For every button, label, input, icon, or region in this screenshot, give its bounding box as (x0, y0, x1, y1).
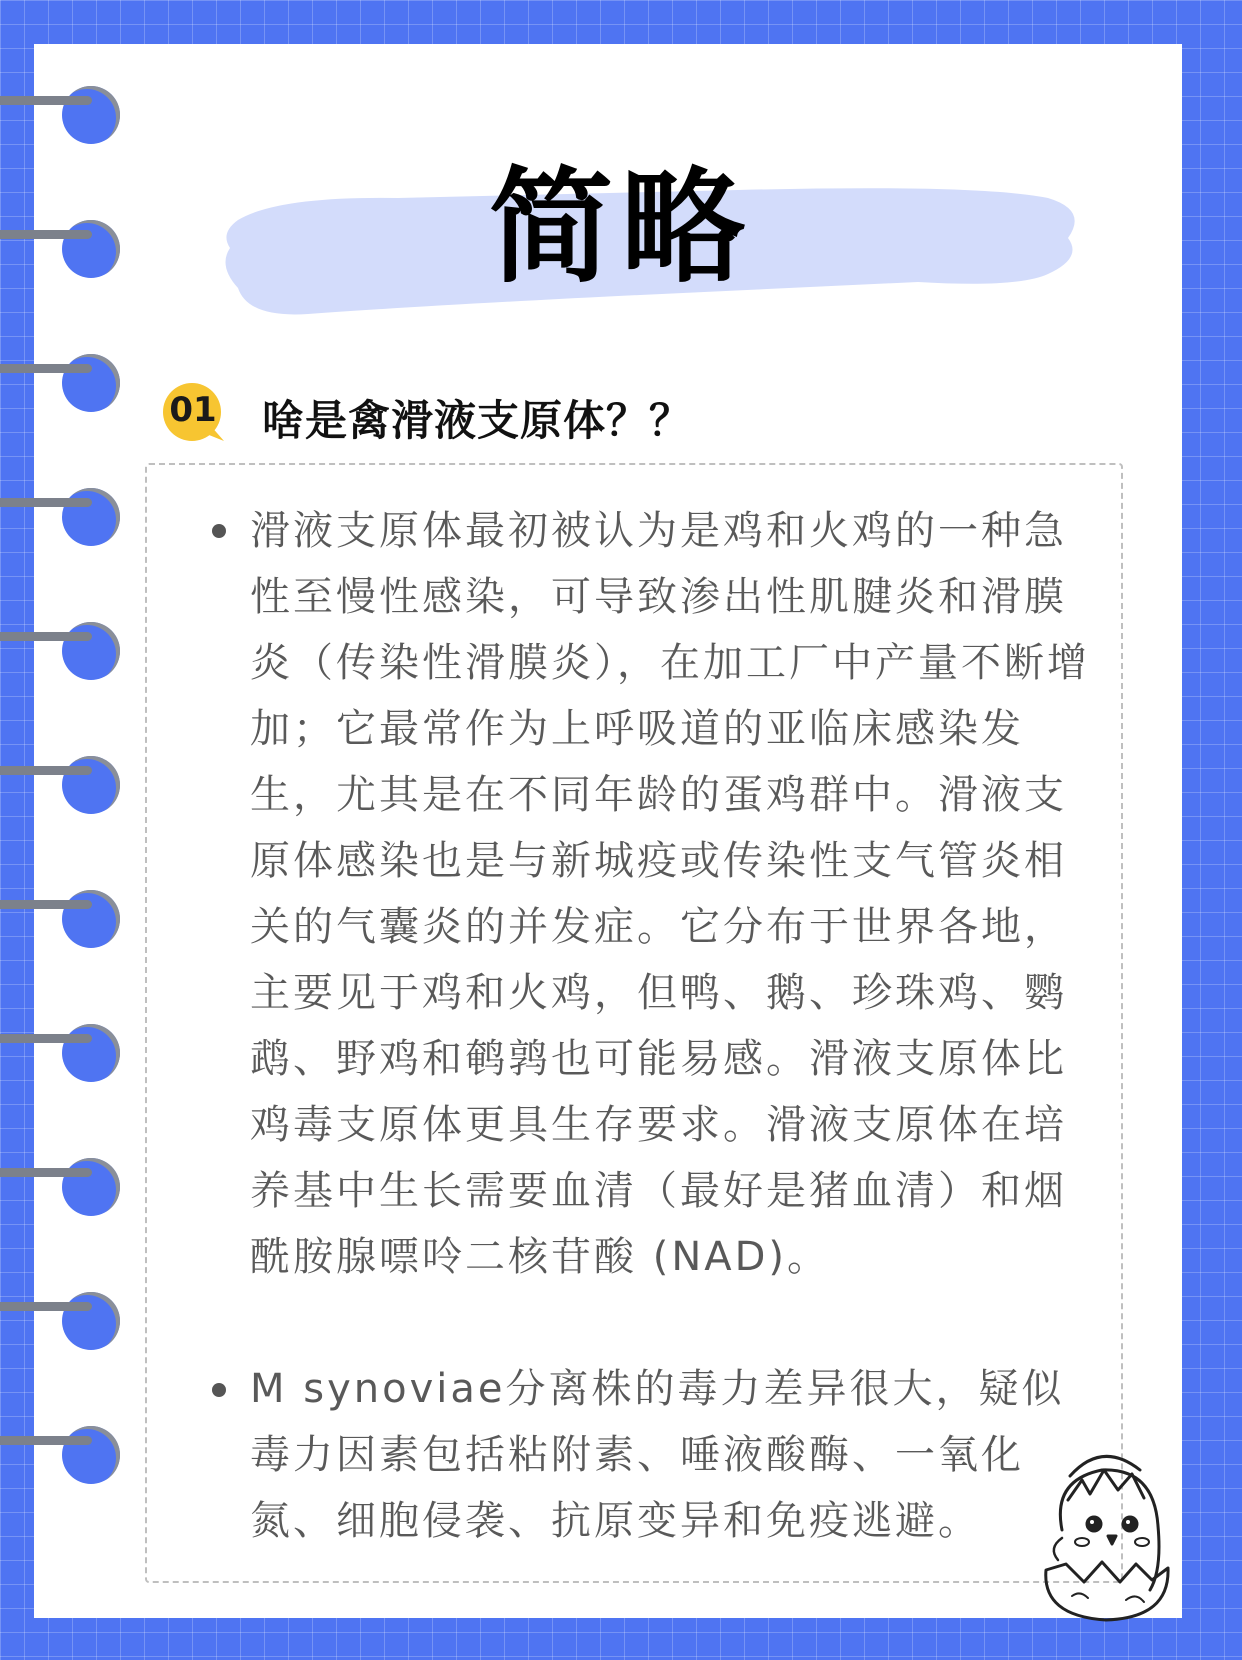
bullet-dot (212, 524, 226, 538)
spiral-ring-icon (0, 354, 120, 414)
spiral-ring-icon (0, 756, 120, 816)
spiral-ring-icon (0, 890, 120, 950)
hatching-egg-chick-icon (1032, 1440, 1182, 1626)
spiral-ring-icon (0, 1292, 120, 1352)
bullet-dot (212, 1383, 226, 1397)
section-number: 01 (169, 390, 217, 430)
bullet-paragraph-1: 滑液支原体最初被认为是鸡和火鸡的一种急性至慢性感染，可导致渗出性肌腱炎和滑膜炎（传染性滑膜炎），在加工厂中产量不断增加；它最常作为上呼吸道的亚临床感染发生，尤其是在不同年龄的蛋鸡群中。滑液支原体感染也是与新城疫或传染性支气管炎相关的气囊炎的并发症。它分布于世界各地，主要见于鸡和火鸡，但鸭、鹅、珍珠鸡、鹦鹉、野鸡和鹌鹑也可能易感。滑液支原体比鸡毒支原体更具生存要求。滑液支原体在培养基中生长需要血清（最好是猪血清）和烟酰胺腺嘌呤二核苷酸 (NAD)。 (250, 508, 1090, 1280)
spiral-ring-icon (0, 1158, 120, 1218)
spiral-ring-icon (0, 622, 120, 682)
spiral-ring-icon (0, 488, 120, 548)
spiral-ring-icon (0, 1024, 120, 1084)
page-title: 简略 (488, 156, 753, 300)
spiral-ring-icon (0, 1426, 120, 1486)
section-heading: 啥是禽滑液支原体？？ (262, 396, 693, 445)
bullet-paragraph-2: M synoviae分离株的毒力差异很大，疑似毒力因素包括粘附素、唾液酸酶、一氧化氮、细胞侵袭、抗原变异和免疫逃避。 (250, 1366, 1065, 1544)
